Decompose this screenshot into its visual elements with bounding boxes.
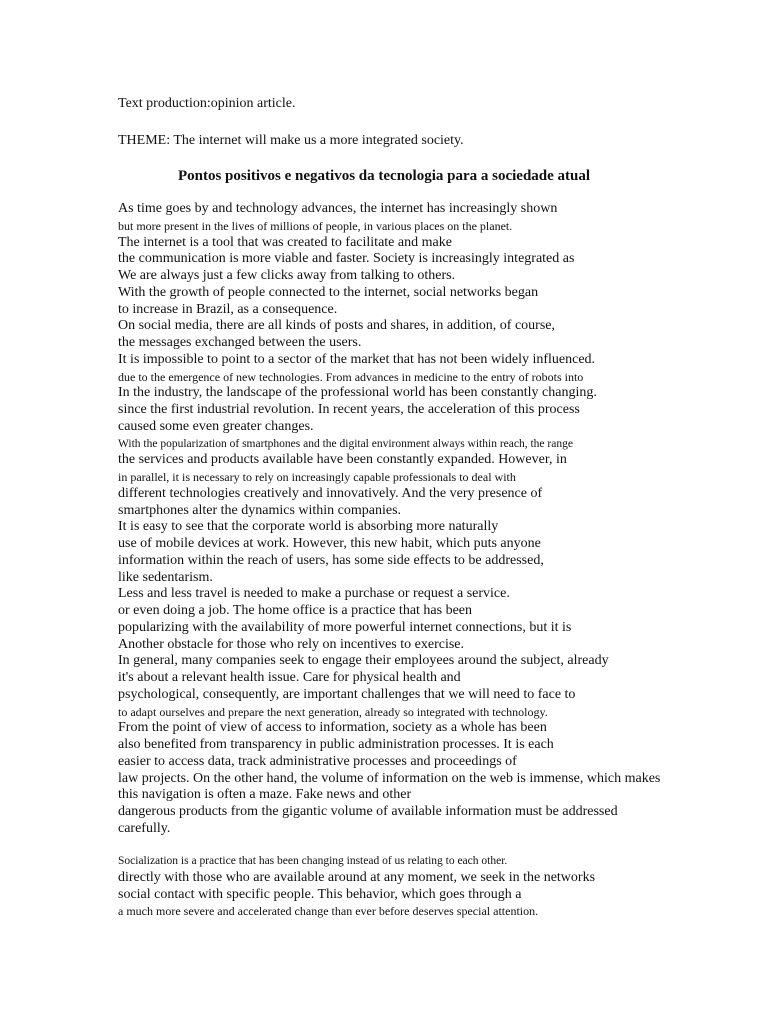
- article-body-second: [118, 853, 738, 920]
- body-text-line: also benefited from transparency in public administration processes. It is each: [118, 737, 554, 752]
- body-text-line: With the growth of people connected to the internet, social networks began: [118, 284, 539, 300]
- body-text-line: due to the emergence of new technologies. From advances in medicine to the entry of robots into: [118, 369, 584, 384]
- production-label: Text production:opinion article.: [118, 96, 296, 111]
- article-body-main: [118, 201, 738, 838]
- body-text-line: use of mobile devices at work. However, this new habit, which puts anyone: [118, 536, 541, 551]
- body-text-line: this navigation is often a maze. Fake news and other: [118, 787, 412, 803]
- body-text-line: It is impossible to point to a sector of the market that has not been widely influenced.: [118, 351, 596, 367]
- body-text-line: or even doing a job. The home office is a practice that has been: [118, 603, 473, 618]
- body-text-line: With the popularization of smartphones and the digital environment always within reach, the range: [118, 437, 573, 450]
- body-text-line: Socialization is a practice that has been changing instead of us relating to each other.: [118, 855, 508, 867]
- body-text-line: but more present in the lives of millions of people, in various places on the planet.: [118, 218, 513, 233]
- body-text-line: Less and less travel is needed to make a purchase or request a service.: [118, 586, 510, 602]
- body-text-line: social contact with specific people. This behavior, which goes through a: [118, 886, 522, 902]
- body-text-line: information within the reach of users, has some side effects to be addressed,: [118, 552, 544, 568]
- body-text-line: to adapt ourselves and prepare the next generation, already so integrated with technology.: [118, 704, 548, 719]
- body-text-line: As time goes by and technology advances, the internet has increasingly shown: [118, 201, 558, 216]
- body-text-line: We are always just a few clicks away from talking to others.: [118, 268, 456, 283]
- body-text-line: smartphones alter the dynamics within companies.: [118, 502, 402, 518]
- body-text-line: dangerous products from the gigantic volume of available information must be addressed: [118, 804, 618, 819]
- body-text-line: the communication is more viable and faster. Society is increasingly integrated as: [118, 251, 575, 267]
- body-text-line: easier to access data, track administrative processes and proceedings of: [118, 753, 517, 769]
- theme-line: THEME: The internet will make us a more integrated society.: [118, 133, 464, 148]
- body-text-line: From the point of view of access to information, society as a whole has been: [118, 720, 547, 736]
- body-text-line: it's about a relevant health issue. Care for physical health and: [118, 670, 461, 685]
- body-text-line: caused some even greater changes.: [118, 418, 314, 434]
- body-text-line: a much more severe and accelerated change than ever before deserves special attention.: [118, 904, 539, 919]
- body-text-line: law projects. On the other hand, the volume of information on the web is immense, which makes: [118, 770, 661, 786]
- body-text-line: It is easy to see that the corporate world is absorbing more naturally: [118, 519, 499, 535]
- body-text-line: In the industry, the landscape of the professional world has been constantly changing.: [118, 385, 597, 401]
- body-text-line: since the first industrial revolution. In recent years, the acceleration of this process: [118, 402, 580, 417]
- body-text-line: On social media, there are all kinds of posts and shares, in addition, of course,: [118, 318, 555, 334]
- body-text-line: carefully.: [118, 820, 171, 836]
- body-text-line: to increase in Brazil, as a consequence.: [118, 301, 338, 317]
- body-text-line: different technologies creatively and innovatively. And the very presence of: [118, 485, 543, 501]
- body-text-line: like sedentarism.: [118, 569, 213, 585]
- body-text-line: the messages exchanged between the users.: [118, 335, 362, 350]
- body-text-line: psychological, consequently, are important challenges that we will need to face to: [118, 686, 576, 702]
- article-title: Pontos positivos e negativos da tecnologia para a sociedade atual: [177, 168, 591, 184]
- body-text-line: in parallel, it is necessary to rely on increasingly capable professionals to deal with: [118, 470, 516, 484]
- body-text-line: Another obstacle for those who rely on incentives to exercise.: [118, 636, 465, 652]
- body-text-line: directly with those who are available around at any moment, we seek in the networks: [118, 869, 596, 885]
- body-text-line: The internet is a tool that was created to facilitate and make: [118, 234, 452, 250]
- body-text-line: In general, many companies seek to engage their employees around the subject, already: [118, 653, 609, 669]
- body-text-line: popularizing with the availability of more powerful internet connections, but it is: [118, 619, 572, 635]
- body-text-line: the services and products available have been constantly expanded. However, in: [118, 452, 567, 468]
